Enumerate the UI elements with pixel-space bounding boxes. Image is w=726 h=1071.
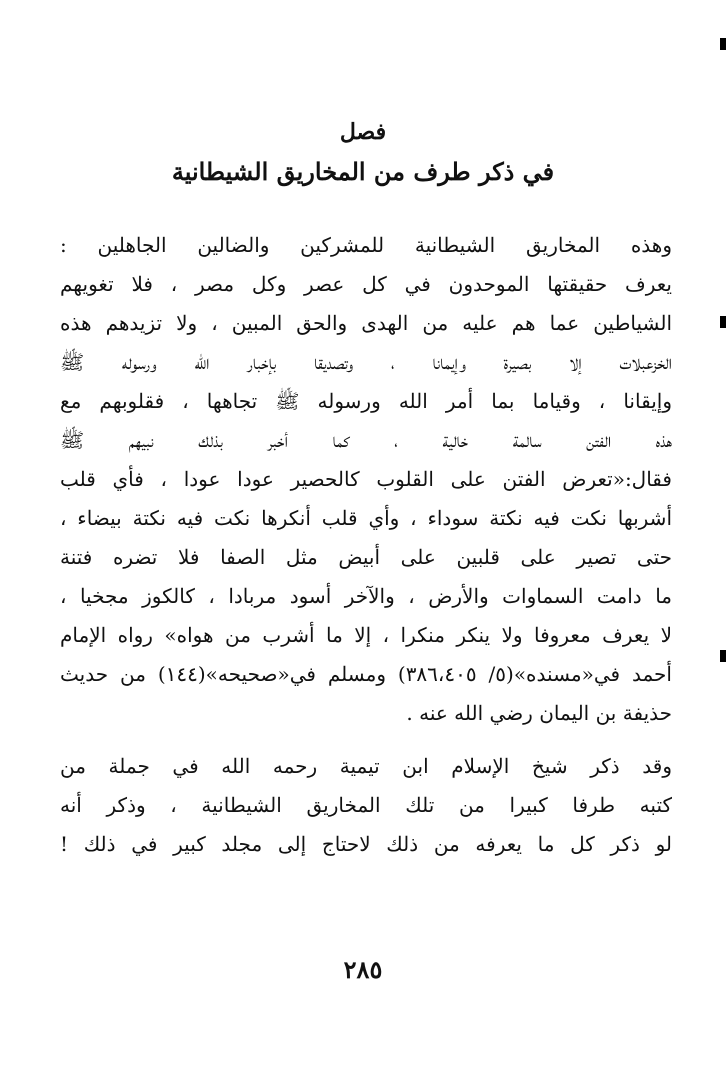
text-line: هذه الفتن سالمة خالية ، كما أخبر بذلك نبيهم ﷺ xyxy=(60,428,672,452)
text-line: لو ذكر كل ما يعرفه من ذلك لاحتاج إلى مجلد كبير في ذلك ! xyxy=(60,832,672,856)
text-line: وهذه المخاريق الشيطانية للمشركين والضالين الجاهلين : xyxy=(60,233,672,257)
text-line: ما دامت السماوات والأرض ، والآخر أسود مربادا ، كالكوز مجخيا ، xyxy=(60,584,672,608)
text-line: وقد ذكر شيخ الإسلام ابن تيمية رحمه الله في جملة من xyxy=(60,754,672,778)
text-line: لا يعرف معروفا ولا ينكر منكرا ، إلا ما أشرب من هواه» رواه الإمام xyxy=(60,623,672,647)
text-line: الخزعبلات إلا بصيرة وإيمانا ، وتصديقا بإخبار الله ورسوله ﷺ xyxy=(60,350,672,374)
edge-mark xyxy=(720,316,726,328)
section-title: في ذكر طرف من المخاريق الشيطانية xyxy=(171,157,555,186)
edge-mark xyxy=(720,38,726,50)
text-line: فقال:«تعرض الفتن على القلوب كالحصير عودا عودا ، فأي قلب xyxy=(60,467,672,491)
text-line: الشياطين عما هم عليه من الهدى والحق المبين ، ولا تزيدهم هذه xyxy=(60,311,672,335)
body-text xyxy=(60,226,672,864)
text-line: كتبه طرفا كبيرا من تلك المخاريق الشيطانية ، وذكر أنه xyxy=(60,793,672,817)
text-line: أشربها نكت فيه نكتة سوداء ، وأي قلب أنكرها نكت فيه نكتة بيضاء ، xyxy=(60,506,672,530)
text-line: حذيفة بن اليمان رضي الله عنه . xyxy=(406,701,672,725)
edge-mark xyxy=(720,650,726,662)
section-heading: فصل xyxy=(339,119,387,145)
text-line: يعرف حقيقتها الموحدون في كل عصر وكل مصر ، فلا تغويهم xyxy=(60,272,672,296)
text-line: حتى تصير على قلبين على أبيض مثل الصفا فلا تضره فتنة xyxy=(60,545,672,569)
page-number: ٢٨٥ xyxy=(343,955,383,984)
text-line: وإيقانا ، وقياما بما أمر الله ورسوله ﷺ تجاهها ، فقلوبهم مع xyxy=(60,389,672,413)
text-line: أحمد في«مسنده»(٥/ ٣٨٦،٤٠٥) ومسلم في«صحيحه»(١٤٤) من حديث xyxy=(60,662,672,686)
